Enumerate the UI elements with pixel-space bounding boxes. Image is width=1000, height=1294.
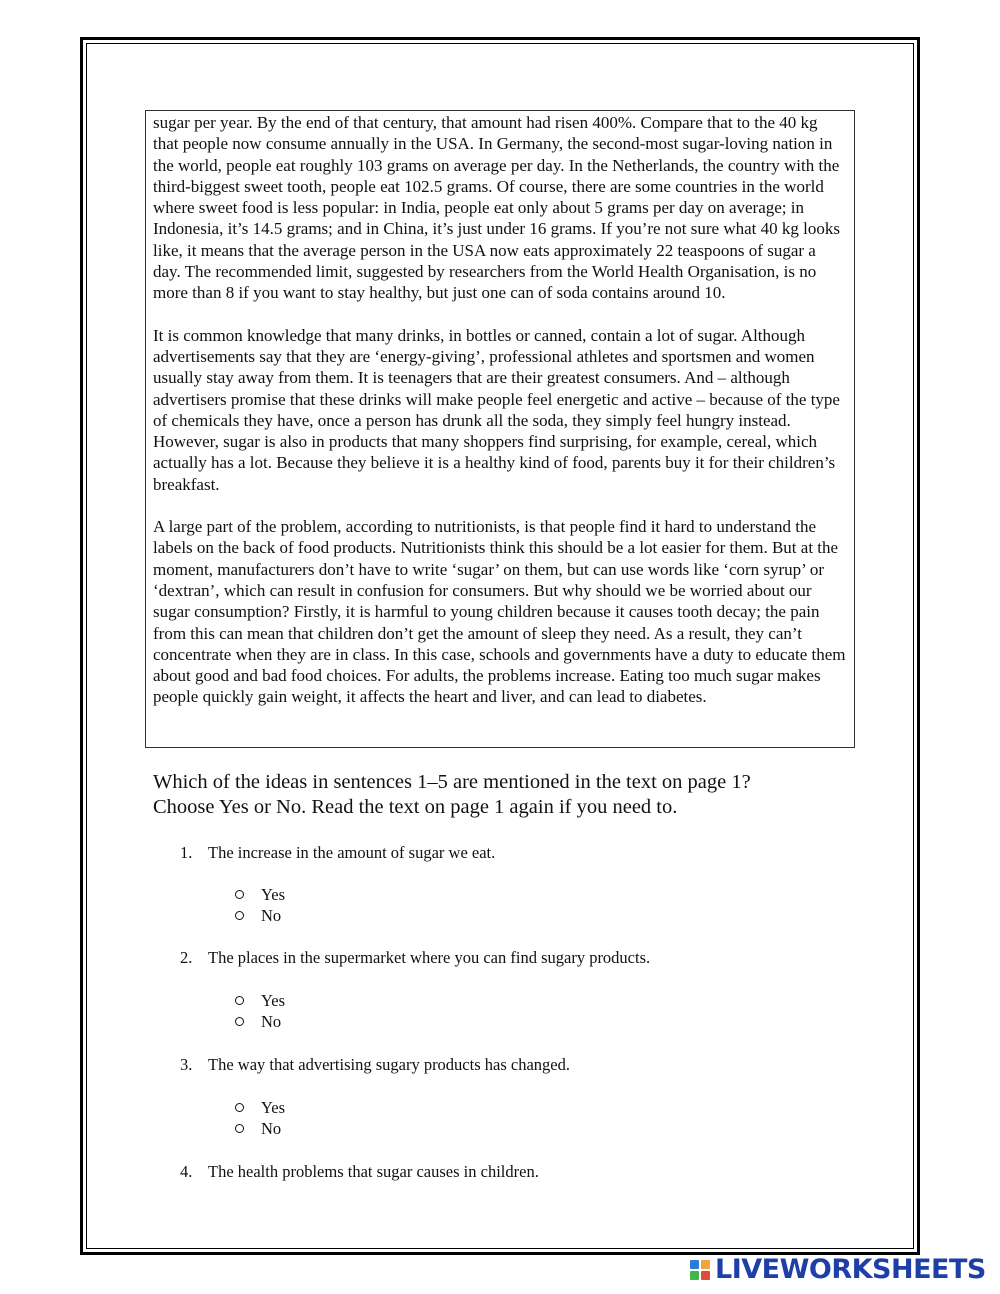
logo-text: LIVEWORKSHEETS xyxy=(715,1254,986,1285)
option-label: Yes xyxy=(261,885,286,904)
question-number: 4. xyxy=(180,1162,193,1181)
passage-paragraph-3: A large part of the problem, according to nutritionists, is that people find it hard to understand the labels on the back of food products. Nutritionists think this should be a lot easier for them. But at the moment, manufacturers don’t have to write ‘sugar’ on them, but can use words like ‘corn syrup’ or ‘dextran’, which can result in confusion for consumers. But why should we be worried about our sugar consumption? Firstly, it is harmful to young children because it causes tooth decay; the pain from this can mean that children don’t get the amount of sleep they need. As a result, they can’t concentrate when they are in class. In this case, schools and governments have a duty to educate them about good and bad food choices. For adults, the problems increase. Eating too much sugar makes people quickly gain weight, it affects the heart and liver, and can lead to diabetes. xyxy=(153,517,846,707)
liveworksheets-mark-icon xyxy=(690,1260,710,1280)
question-number: 3. xyxy=(180,1055,193,1074)
question-1-option-no[interactable] xyxy=(235,906,281,926)
logo-square-green xyxy=(690,1271,699,1280)
question-text: The increase in the amount of sugar we eat. xyxy=(208,843,496,862)
passage-paragraph-1: sugar per year. By the end of that century, that amount had risen 400%. Compare that to the 40 kg that people now consume annually in the USA. In Germany, the second-most sugar-loving nation in the world, people eat roughly 103 grams on average per day. In the Netherlands, the country with the third-biggest sweet tooth, people eat 102.5 grams. Of course, there are some countries in the world where sweet food is less popular: in India, people eat only about 5 grams per day on average; in Indonesia, it’s 14.5 grams; and in China, it’s just under 16 grams. If you’re not sure what 40 kg looks like, it means that the average person in the USA now eats approximately 22 teaspoons of sugar a day. The recommended limit, suggested by researchers from the World Health Organisation, is no more than 8 if you want to stay healthy, but just one can of soda contains around 10. xyxy=(153,113,840,303)
logo-square-orange xyxy=(701,1260,710,1269)
option-label: No xyxy=(261,1119,282,1138)
question-text: The places in the supermarket where you can find sugary products. xyxy=(208,948,651,967)
option-label: No xyxy=(261,1012,282,1031)
passage-paragraph-2: It is common knowledge that many drinks, in bottles or canned, contain a lot of sugar. Although advertisements say that they are ‘energy-giving’, professional athletes and sportsmen and women usually stay away from them. It is teenagers that are their greatest consumers. And – although advertisers promise that these drinks will make people feel energetic and active – because of the type of chemicals they have, once a person has drunk all the soda, they simply feel hungry instead. However, sugar is also in products that many shoppers find surprising, for example, cereal, which actually has a lot. Because they believe it is a healthy kind of food, parents buy it for their children’s breakfast. xyxy=(153,325,840,494)
logo-square-red xyxy=(701,1271,710,1280)
option-label: No xyxy=(261,906,282,925)
question-2-option-no[interactable] xyxy=(235,1012,281,1032)
instructions-line-1: Which of the ideas in sentences 1–5 are mentioned in the text on page 1? xyxy=(153,771,751,793)
question-text: The health problems that sugar causes in children. xyxy=(208,1162,539,1181)
question-number: 1. xyxy=(180,843,193,862)
radio-circle-icon[interactable] xyxy=(235,1103,244,1112)
question-3-option-yes[interactable] xyxy=(235,1098,285,1118)
option-label: Yes xyxy=(261,991,286,1010)
radio-circle-icon[interactable] xyxy=(235,911,244,920)
instructions-line-2: Choose Yes or No. Read the text on page 1 again if you need to. xyxy=(153,796,678,818)
reading-passage xyxy=(145,110,855,748)
question-2-option-yes[interactable] xyxy=(235,991,285,1011)
radio-circle-icon[interactable] xyxy=(235,1124,244,1133)
radio-circle-icon[interactable] xyxy=(235,1017,244,1026)
question-3-option-no[interactable] xyxy=(235,1119,281,1139)
question-number: 2. xyxy=(180,948,193,967)
liveworksheets-logo[interactable] xyxy=(690,1256,990,1284)
question-1-option-yes[interactable] xyxy=(235,885,285,905)
option-label: Yes xyxy=(261,1098,286,1117)
question-text: The way that advertising sugary products has changed. xyxy=(208,1055,570,1074)
instructions xyxy=(153,770,873,820)
radio-circle-icon[interactable] xyxy=(235,996,244,1005)
logo-square-blue xyxy=(690,1260,699,1269)
radio-circle-icon[interactable] xyxy=(235,890,244,899)
